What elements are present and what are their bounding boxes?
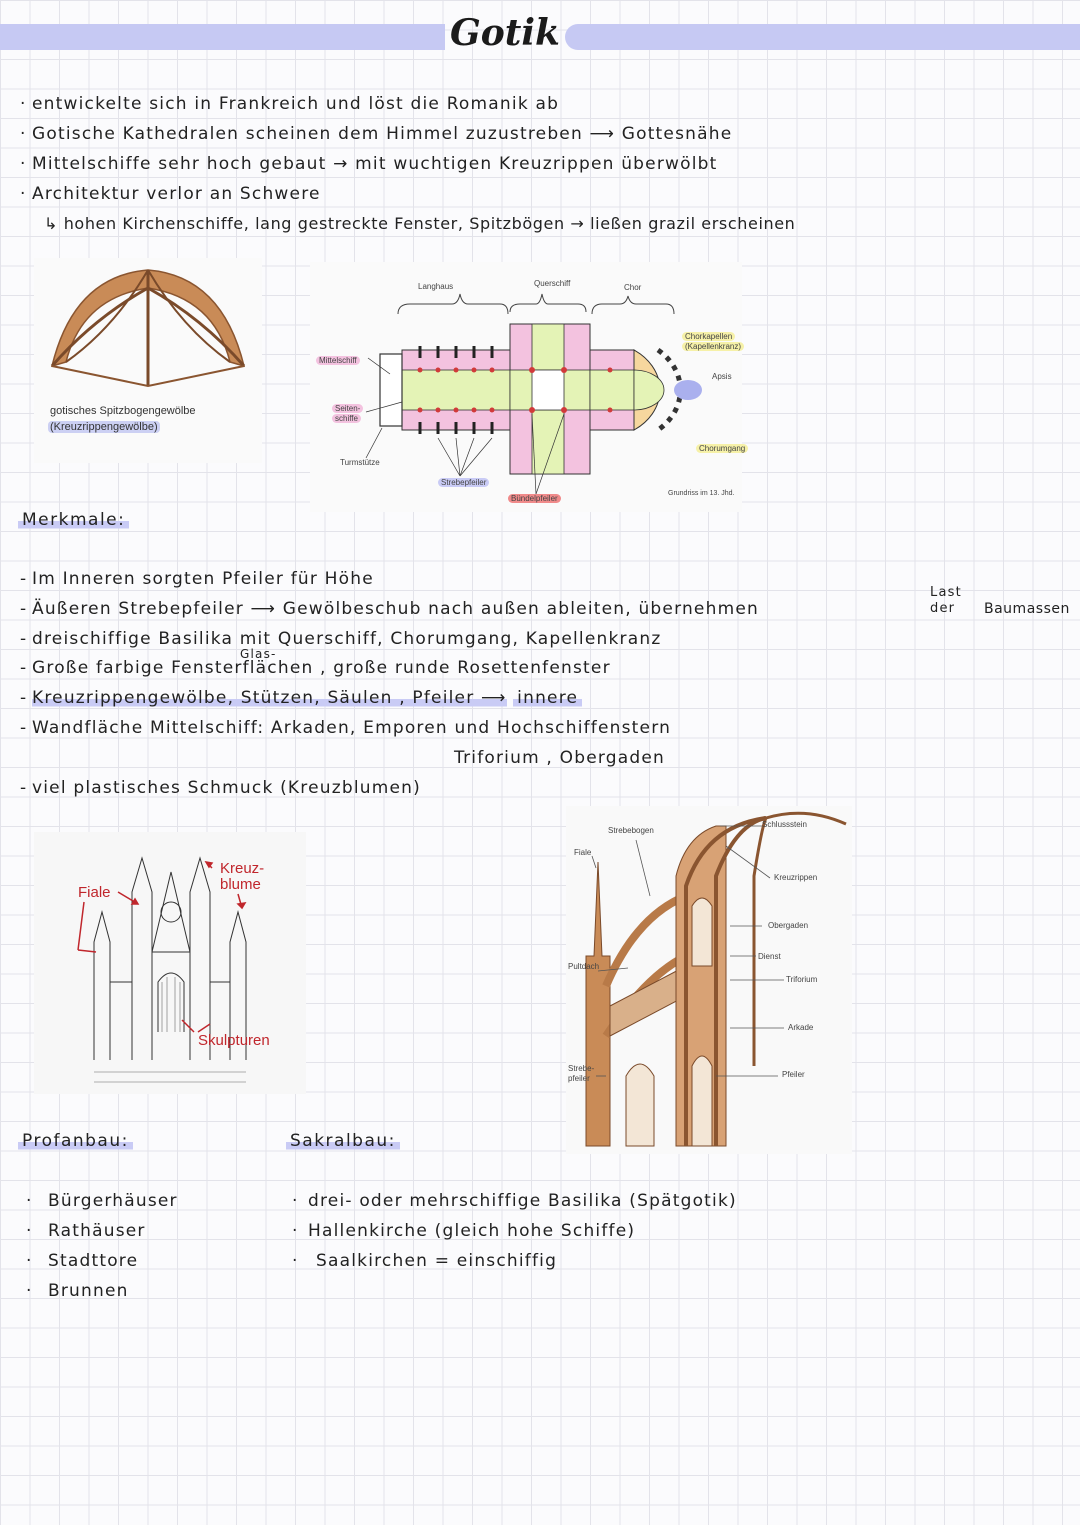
- profanbau-item: · Bürgerhäuser: [26, 1191, 178, 1211]
- cross-section-image: [566, 806, 852, 1154]
- intro-item: · entwickelte sich in Frankreich und löst die Romanik ab: [20, 94, 560, 114]
- merkmale-item: - Äußeren Strebepfeiler ⟶ Gewölbeschub nach außen ableiten, übernehmen: [20, 599, 759, 619]
- vault-image: [34, 258, 262, 463]
- intro-item: · Gotische Kathedralen scheinen dem Himmel zuzustreben ⟶ Gottesnähe: [20, 124, 733, 144]
- facade-drawing: [34, 832, 306, 1094]
- plan-label-chorkapellen-1: Chorkapellen: [682, 332, 735, 341]
- section-label-obergaden: Obergaden: [768, 921, 809, 930]
- vault-illustration: [34, 258, 262, 398]
- title-band-left: [0, 24, 445, 50]
- plan-label-strebepfeiler: Strebepfeiler: [438, 478, 489, 487]
- merkmale-item: - dreischiffige Basilika mit Querschiff, Chorumgang, Kapellenkranz: [20, 629, 662, 649]
- floor-plan-image: [310, 262, 746, 512]
- intro-item: · Mittelschiffe sehr hoch gebaut → mit wuchtigen Kreuzrippen überwölbt: [20, 154, 718, 174]
- facade-label-kreuzblume-1: Kreuz-: [220, 860, 265, 877]
- profanbau-item: · Brunnen: [26, 1281, 129, 1301]
- profanbau-item: · Rathäuser: [26, 1221, 146, 1241]
- plan-label-chor: Chor: [624, 283, 642, 292]
- merkmale-note-last: Last: [930, 585, 962, 600]
- facade-label-fiale: Fiale: [78, 884, 111, 901]
- floor-plan-drawing: [310, 262, 742, 512]
- section-label-dienst: Dienst: [758, 952, 781, 961]
- plan-label-querschiff: Querschiff: [534, 279, 571, 288]
- plan-label-buendelpfeiler: Bündelpfeiler: [508, 494, 561, 503]
- facade-label-kreuzblume-2: blume: [220, 876, 261, 893]
- plan-label-apsis: Apsis: [712, 372, 732, 381]
- section-label-strebepfeiler-1: Strebe-: [568, 1064, 595, 1073]
- sakralbau-item: · Saalkirchen = einschiffig: [292, 1251, 558, 1271]
- section-label-pultdach: Pultdach: [568, 962, 600, 971]
- intro-item: · Architektur verlor an Schwere: [20, 184, 321, 204]
- vault-caption-2: (Kreuzrippengewölbe): [50, 421, 158, 433]
- merkmale-item: - Große farbige Fensterflächen , große runde Rosettenfenster: [20, 658, 611, 678]
- section-label-kreuzrippen: Kreuzrippen: [774, 873, 818, 882]
- section-label-schlussstein: Schlussstein: [762, 820, 807, 829]
- plan-label-seitenschiffe-1: Seiten-: [332, 404, 363, 413]
- facade-label-skulpturen: Skulpturen: [198, 1032, 270, 1049]
- sakralbau-item: · drei- oder mehrschiffige Basilika (Spätgotik): [292, 1191, 737, 1211]
- page-title: Gotik: [449, 12, 560, 54]
- profanbau-heading: Profanbau:: [18, 1131, 133, 1151]
- section-label-strebepfeiler-2: pfeiler: [568, 1074, 590, 1083]
- sakralbau-heading: Sakralbau:: [286, 1131, 400, 1151]
- title-band-right: [565, 24, 1080, 50]
- merkmale-note-der: der: [930, 601, 956, 616]
- merkmale-item: - viel plastisches Schmuck (Kreuzblumen): [20, 778, 421, 798]
- section-label-triforium: Triforium: [786, 975, 818, 984]
- merkmale-note-glas: Glas-: [240, 647, 277, 661]
- section-label-strebebogen: Strebebogen: [608, 826, 654, 835]
- merkmale-item: - Im Inneren sorgten Pfeiler für Höhe: [20, 569, 374, 589]
- merkmale-item: - Wandfläche Mittelschiff: Arkaden, Emporen und Hochschiffenstern: [20, 718, 672, 738]
- plan-label-seitenschiffe-2: schiffe: [332, 414, 361, 423]
- plan-label-chorumgang: Chorumgang: [696, 444, 748, 453]
- plan-label-mittelschiff: Mittelschiff: [316, 356, 360, 365]
- intro-item: ↳ hohen Kirchenschiffe, lang gestreckte Fenster, Spitzbögen → ließen grazil erscheinen: [44, 214, 796, 233]
- merkmale-heading: Merkmale:: [18, 510, 129, 530]
- profanbau-item: · Stadttore: [26, 1251, 139, 1271]
- sakralbau-item: · Hallenkirche (gleich hohe Schiffe): [292, 1221, 636, 1241]
- section-label-pfeiler: Pfeiler: [782, 1070, 805, 1079]
- section-label-fiale: Fiale: [574, 848, 592, 857]
- merkmale-note-baumassen: Baumassen: [984, 601, 1070, 617]
- plan-label-langhaus: Langhaus: [418, 282, 454, 291]
- merkmale-item: - Kreuzrippengewölbe, Stützen, Säulen , Pfeiler ⟶ innere: [20, 688, 582, 708]
- merkmale-item-continued: Triforium , Obergaden: [454, 748, 665, 768]
- plan-label-turmstuetze: Turmstütze: [340, 458, 380, 467]
- plan-label-chorkapellen-2: (Kapellenkranz): [682, 342, 744, 351]
- vault-caption-1: gotisches Spitzbogengewölbe: [50, 405, 196, 417]
- section-label-arkade: Arkade: [788, 1023, 814, 1032]
- plan-caption: Grundriss im 13. Jhd.: [668, 490, 735, 497]
- facade-image: [34, 832, 306, 1094]
